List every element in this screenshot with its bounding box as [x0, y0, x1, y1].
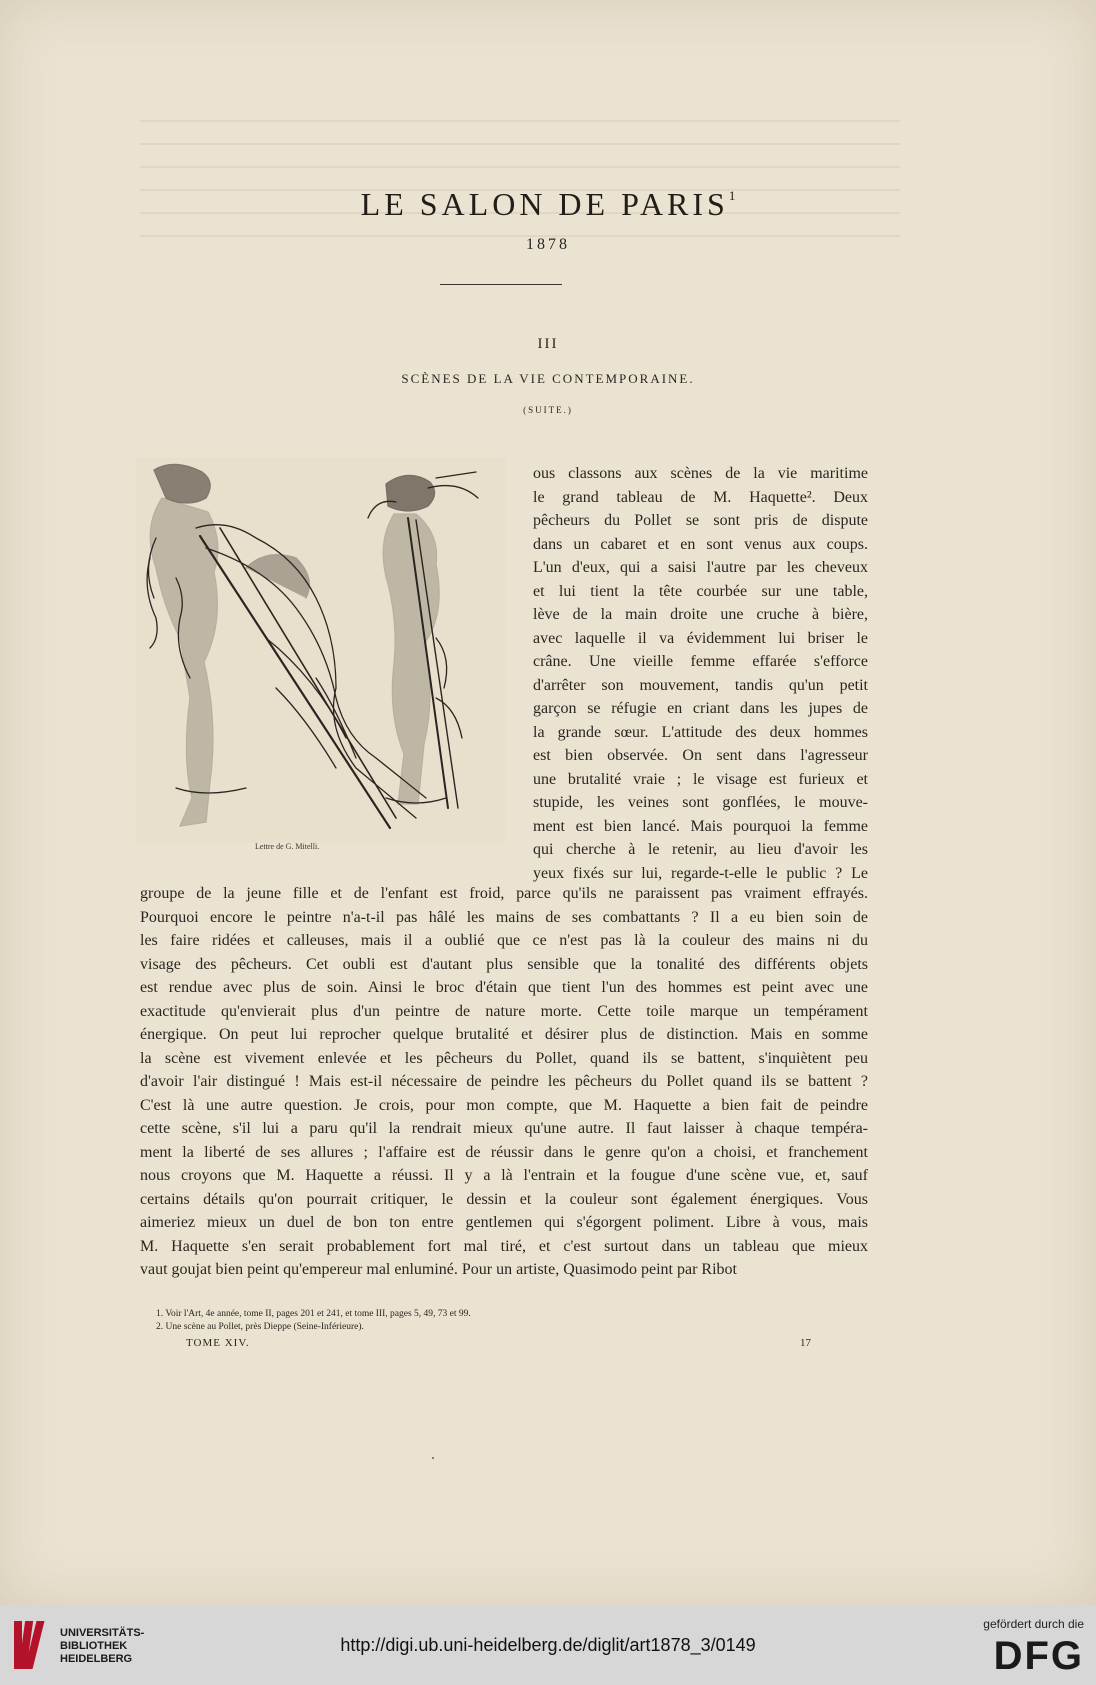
text-line: d'avoir l'air distingué ! Mais est-il nécessaire de peindre les pêcheurs du Pollet quand ils se battent ?	[140, 1073, 868, 1090]
text-line: aimeriez mieux un duel de bon ton entre gentlemen qui s'égorgent poliment. Libre à vous, mais	[140, 1214, 868, 1231]
text-line: cette scène, s'il lui a paru qu'il la rendrait mieux qu'une autre. Il faut laisser à chaque tempéra-	[140, 1120, 868, 1137]
text-line: garçon se réfugie en criant dans les jupes de	[533, 700, 868, 717]
title-footnote-ref: 1	[728, 188, 736, 203]
text-line: énergique. On peut lui reprocher quelque brutalité et désirer plus de distinction. Mais en somme	[140, 1026, 868, 1043]
text-line: vaut goujat bien peint qu'empereur mal enluminé. Pour un artiste, Quasimodo peint par Ribot	[140, 1261, 737, 1278]
section-title: SCÈNES DE LA VIE CONTEMPORAINE.	[401, 371, 695, 386]
text-line: est bien observée. On sent dans l'agresseur	[533, 747, 868, 764]
text-line: et lui tient la tête courbée sur une table,	[533, 582, 868, 600]
text-line: dans un cabaret et en sont venus aux coups.	[533, 535, 868, 553]
section-number: III	[537, 336, 559, 352]
initial-letter-n-engraving	[136, 458, 506, 843]
text-line: Pourquoi encore le peintre n'a-t-il pas hâlé les mains de ses combattants ? Il a eu bien soin de	[140, 908, 868, 926]
text-line: ment la liberté de ses allures ; l'affaire est de réussir dans le genre qu'on a choisi, et franchement	[140, 1143, 868, 1161]
sponsor-label: gefördert durch die	[983, 1617, 1084, 1631]
permalink-url[interactable]: http://digi.ub.uni-heidelberg.de/diglit/art1878_3/0149	[340, 1635, 756, 1655]
paper-speck	[432, 1457, 434, 1459]
section-suite: (SUITE.)	[523, 405, 573, 415]
text-line: avec laquelle il va évidemment lui briser le	[533, 629, 868, 647]
text-line: ment est bien lancé. Mais pourquoi la femme	[533, 817, 868, 835]
text-line: C'est là une autre question. Je crois, pour mon compte, que M. Haquette a bien fait de peindre	[140, 1096, 868, 1114]
text-line: exactitude qu'envierait plus d'un peintre de nature morte. Cette toile marque un tempérament	[140, 1002, 868, 1020]
dfg-logo[interactable]: DFG	[993, 1634, 1084, 1678]
text-line: le grand tableau de M. Haquette². Deux	[533, 488, 868, 506]
text-line: groupe de la jeune fille et de l'enfant est froid, parce qu'ils ne paraissent pas vraiment effrayés.	[140, 885, 868, 902]
text-line: d'arrêter son mouvement, tandis qu'un petit	[533, 676, 868, 694]
illustration-caption: Lettre de G. Mitelli.	[255, 842, 320, 851]
body-text-narrow	[533, 462, 868, 885]
title-divider	[440, 284, 562, 285]
text-line: nous croyons que M. Haquette a réussi. Il y a là l'entrain et la fougue d'une scène vue, et, sauf	[140, 1167, 868, 1184]
text-line: qui cherche à le retenir, au lieu d'avoir les	[533, 841, 868, 858]
text-line: pêcheurs du Pollet se sont pris de dispute	[533, 512, 868, 529]
university-library-name[interactable]: UNIVERSITÄTS- BIBLIOTHEK HEIDELBERG	[60, 1627, 145, 1665]
text-line: est rendue avec plus de soin. Ainsi le broc d'étain que tient l'un des hommes est peint avec une	[140, 979, 868, 996]
text-line: visage des pêcheurs. Cet oubli est d'autant plus sensible que la tonalité des différents objets	[140, 955, 868, 973]
body-text-wide	[140, 882, 868, 1282]
text-line: M. Haquette s'en serait probablement fort mal tiré, et c'est surtout dans un tableau que mieux	[140, 1237, 868, 1255]
text-line: ous classons aux scènes de la vie maritime	[533, 465, 868, 482]
footnote: 2. Une scène au Pollet, près Dieppe (Seine-Inférieure).	[156, 1322, 364, 1332]
text-line: lève de la main droite une cruche à bière,	[533, 606, 868, 623]
text-line: certains détails qu'on pourrait critiquer, le dessin et la couleur sont également énergiques. Vous	[140, 1190, 868, 1208]
page-title: LE SALON DE PARIS$^1$	[360, 186, 736, 222]
footnotes	[156, 1308, 876, 1334]
viewer-footer-bar	[0, 1605, 1096, 1685]
text-line: stupide, les veines sont gonflées, le mouve-	[533, 794, 868, 811]
text-line: la grande sœur. L'attitude des deux hommes	[533, 723, 868, 741]
footnote: 1. Voir l'Art, 4e année, tome II, pages 201 et 241, et tome III, pages 5, 49, 73 et 99.	[156, 1309, 471, 1319]
text-line: L'un d'eux, qui a saisi l'autre par les cheveux	[533, 559, 868, 576]
tome-label: TOME XIV.	[186, 1337, 250, 1349]
text-line: les faire ridées et calleuses, mais il a oublié que ce n'est pas là la couleur des mains ni du	[140, 932, 868, 949]
page-number: 17	[800, 1337, 811, 1349]
text-line: la scène est vivement enlevée et les pêcheurs du Pollet, quand ils se battent, s'inquiètent peu	[140, 1049, 868, 1067]
text-line: yeux fixés sur lui, regarde-t-elle le public ? Le	[533, 864, 868, 882]
year: 1878	[526, 236, 570, 253]
text-line: une brutalité vraie ; le visage est furieux et	[533, 770, 868, 788]
text-line: crâne. Une vieille femme effarée s'efforce	[533, 653, 868, 670]
